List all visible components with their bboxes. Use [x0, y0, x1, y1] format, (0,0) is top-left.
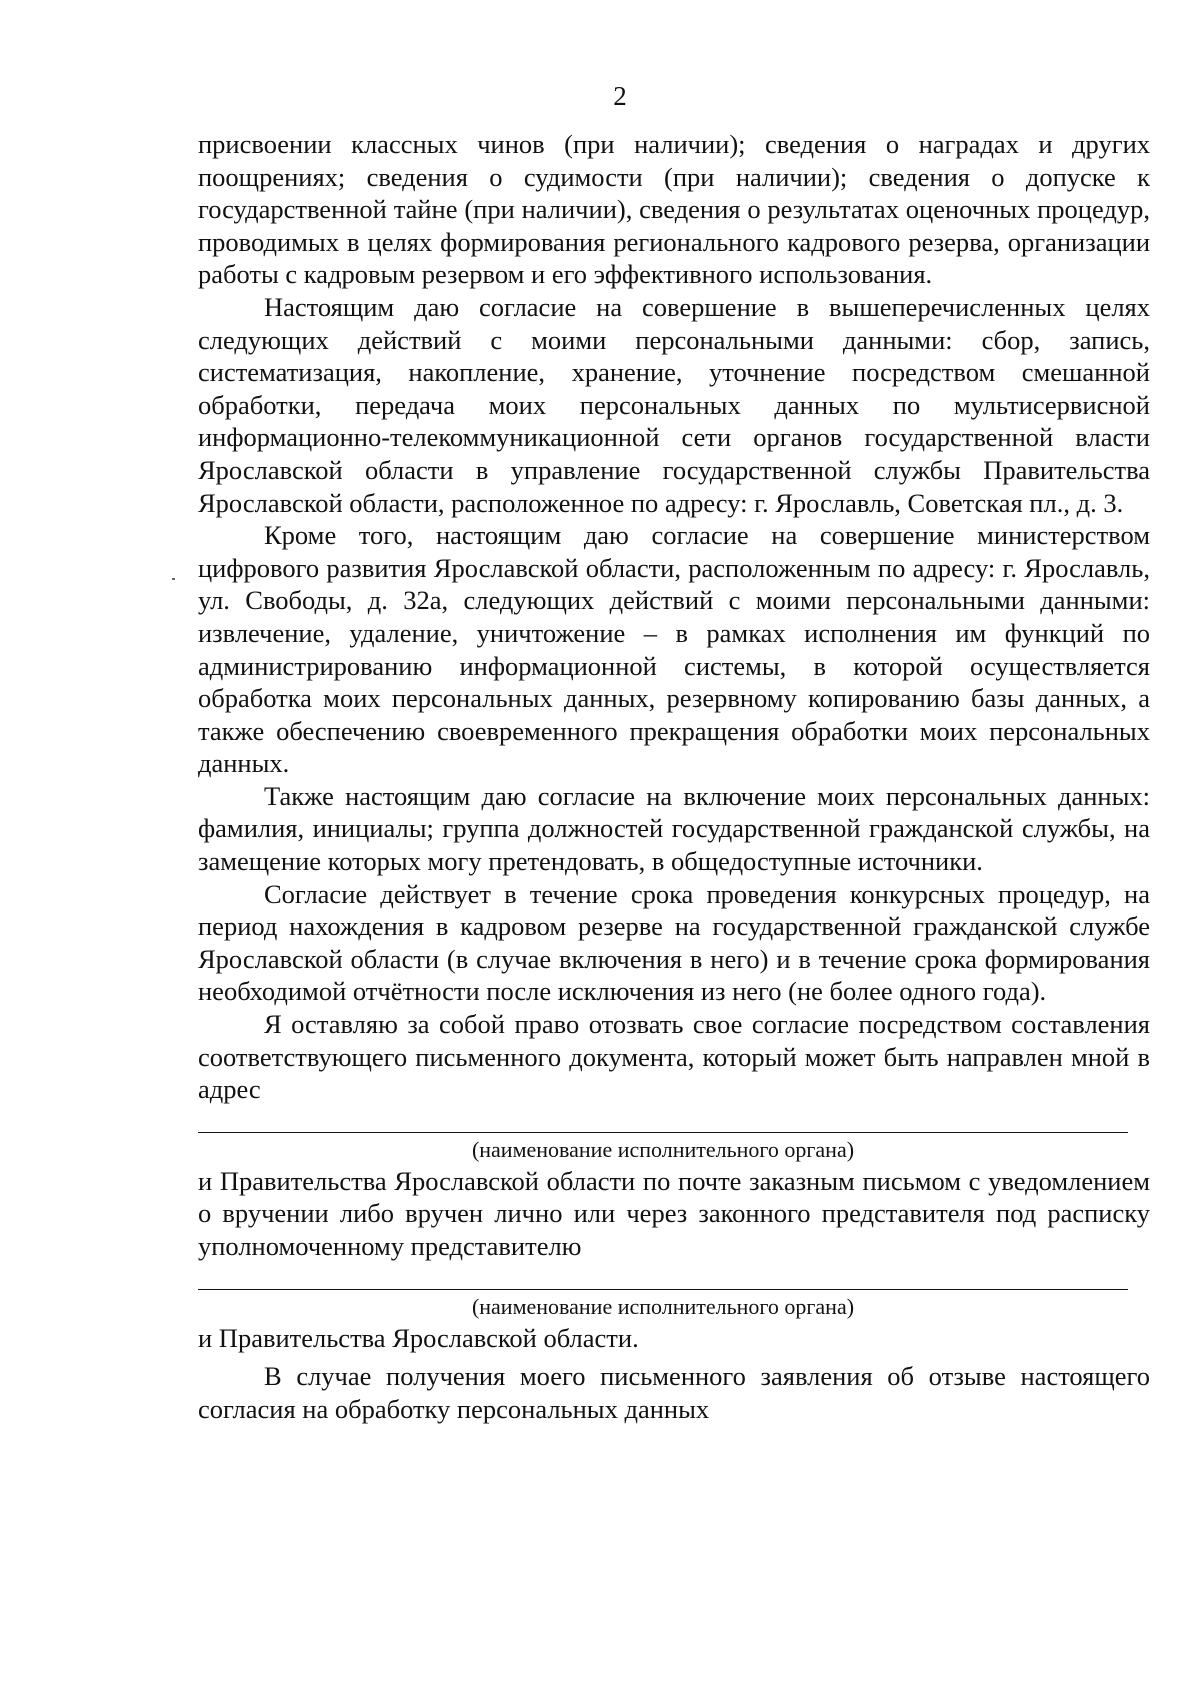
blank-line [198, 1132, 1128, 1133]
document-body [198, 128, 1150, 1425]
paragraph-public-sources: Также настоящим даю согласие на включение моих персональных данных: фамилия, инициалы; группа должностей государственной гражданской службы, на замещение которых могу претендовать, в общедоступные источники. [198, 780, 1150, 877]
paragraph-ministry-consent: Кроме того, настоящим даю согласие на совершение министерством цифрового развития Ярославской области, расположенным по адресу: г. Ярославль, ул. Свободы, д. 32а, следующих действий с моими персональными данными: извлечение, удаление, уничтожение – в рамках исполнения им функций по администрированию информационной системы, в которой осуществляется обработка моих персональных данных, резервному копированию базы данных, а также обеспечению своевременного прекращения обработки моих персональных данных. [198, 520, 1150, 779]
paragraph-validity-period: Согласие действует в течение срока проведения конкурсных процедур, на период нахождения в кадровом резерве на государственной гражданской службе Ярославской области (в случае включения в него) и в течение срока формирования необходимой отчётности после исключения из него (не более одного года). [198, 878, 1150, 1007]
paragraph-continued: присвоении классных чинов (при наличии); сведения о наградах и других поощрениях; сведения о судимости (при наличии); сведения о допуске к государственной тайне (при наличии), сведения о результатах оценочных процедур, проводимых в целях формирования регионального кадрового резерва, организации работы с кадровым резервом и его эффективного использования. [198, 129, 1150, 290]
blank-caption: (наименование исполнительного органа) [471, 1136, 855, 1162]
blank-caption: (наименование исполнительного органа) [471, 1293, 855, 1319]
paragraph-revocation-case: В случае получения моего письменного заявления об отзыве настоящего согласия на обработку персональных данных [198, 1361, 1150, 1424]
blank-line [198, 1289, 1128, 1290]
stray-scan-mark [172, 578, 175, 580]
blank-field-executive-body-2 [198, 1289, 1150, 1322]
paragraph-revoke-right: Я оставляю за собой право отозвать свое согласие посредством составления соответствующего письменного документа, который может быть направлен мной в адрес [198, 1009, 1150, 1105]
blank-field-executive-body-1 [198, 1132, 1150, 1165]
paragraph-government: и Правительства Ярославской области. [198, 1322, 639, 1353]
paragraph-consent-actions: Настоящим даю согласие на совершение в вышеперечисленных целях следующих действий с моими персональными данными: сбор, запись, систематизация, накопление, хранение, уточнение посредством смешанной обработки, передача моих персональных данных по мультисервисной информационно-телекоммуникационной сети органов государственной власти Ярославской области в управление государственной службы Правительства Ярославской области, расположенное по адресу: г. Ярославль, Советская пл., д. 3. [198, 291, 1150, 518]
paragraph-delivery-method: и Правительства Ярославской области по почте заказным письмом с уведомлением о вручении либо вручен лично или через законного представителя под расписку уполномоченному представителю [198, 1165, 1150, 1261]
page-number: 2 [613, 81, 627, 111]
